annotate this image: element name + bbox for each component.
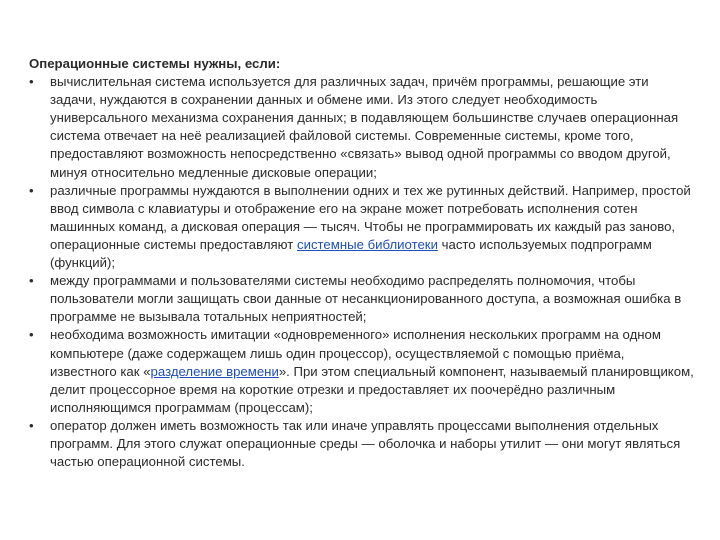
slide-content bbox=[29, 55, 694, 471]
bullet-list bbox=[29, 73, 694, 471]
list-item-text: часто используемых подпрограмм (функций); bbox=[50, 236, 652, 271]
bullet-icon: • bbox=[29, 74, 34, 90]
list-item-text: необходима возможность имитации «одновременного» исполнения нескольких программ на одном компьютере (даже содержащем лишь один процессор), осуществляемой с помощью приёма, известного как « bbox=[50, 327, 661, 379]
list-item-text: различные программы нуждаются в выполнении одних и тех же рутинных действий. Например, простой ввод символа с клавиатуры и отображение его на экране может потребовать исполнения сотен машинных команд, а дисковая операция — тысяч. Чтобы не программировать их каждый раз заново, операционные системы предоставляют bbox=[50, 182, 691, 252]
list-item-text: между программами и пользователями системы необходимо распределять полномочия, чтобы пользователи могли защищать свои данные от несанкционированного доступа, а возможная ошибка в программе не вызывала тотальных неприятностей; bbox=[50, 273, 682, 325]
bullet-icon: • bbox=[29, 327, 34, 343]
list-item bbox=[29, 326, 694, 416]
time-sharing-link[interactable]: разделение времени bbox=[150, 363, 279, 379]
list-item-text: ». При этом специальный компонент, называемый планировщиком, делит процессорное время на короткие отрезки и предоставляет их поочерёдно различным исполняющимся программам (процессам); bbox=[50, 363, 694, 415]
list-item bbox=[29, 182, 694, 272]
bullet-icon: • bbox=[29, 273, 34, 289]
slide-heading: Операционные системы нужны, если: bbox=[29, 56, 281, 71]
list-item bbox=[29, 272, 694, 326]
list-item bbox=[29, 73, 694, 182]
bullet-icon: • bbox=[29, 182, 34, 198]
list-item-text: оператор должен иметь возможность так или иначе управлять процессами выполнения отдельных программ. Для этого служат операционные среды — оболочка и наборы утилит — они могут являться частью операционной системы. bbox=[50, 417, 681, 470]
bullet-icon: • bbox=[29, 417, 34, 433]
system-libraries-link[interactable]: системные библиотеки bbox=[296, 236, 438, 252]
list-item bbox=[29, 417, 694, 471]
list-item-text: вычислительная система используется для различных задач, причём программы, решающие эти задачи, нуждаются в сохранении данных и обмене ими. Из этого следует необходимость универсального механизма сохранения данных; в подавляющем большинстве случаев операционная система отвечает на неё реализацией файловой системы. Современные системы, кроме того, предоставляют возможность непосредственно «связать» вывод одной программы со вводом другой, минуя относительно медленные дисковые операции; bbox=[50, 74, 679, 180]
